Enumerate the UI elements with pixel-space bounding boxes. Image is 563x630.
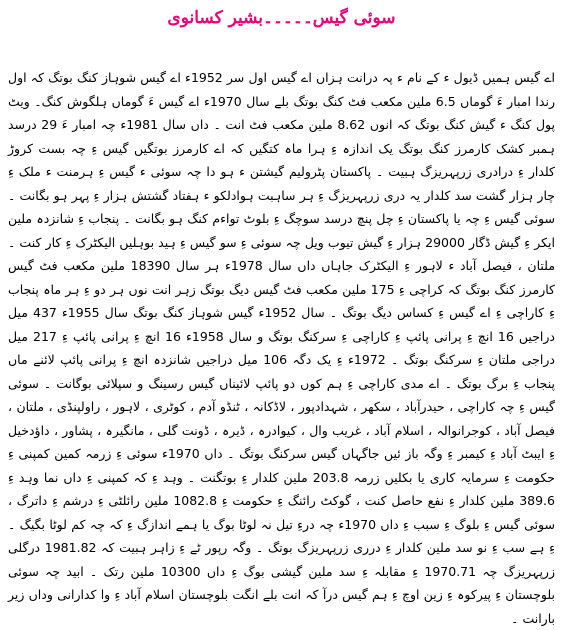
article-title: سوئی گیس۔۔۔۔۔بشیر کسانوی bbox=[167, 8, 396, 28]
article-body: اے گیس ہمیں ڈیول ء کے نام ء پہ درانت ہزاں اے گیس اول سر 1952ء اے گیس شوہاز کنگ بوتگ کہ اول رندا امبار ءَ گوماں 6.5 ملین مکعب فٹ کنگ بوتگ بلے سال 1970ء اے گیس ءَ گوماں ہلگوش کنگ۔ ویٹ پول کنگ ء گیش کنگ بوتگ کہ انوں 8.62 ملین مکعب فٹ انت ۔ داں سال 1981ء چہ امبار ءَ 29 درسد ہمبر کشک کارمرز کنگ بوتگ یک اندازہ ءِ ہرا ماہ کتگیں کہ اے کارمرز بوتگیں گیس ءِ چہ بست کروڑ کلدار ءِ درادری زرپہریزگ ہبیت ۔ پاکستان پٹرولیم گیشتن ء ہو دا چہ سوئی ء گیس ءِ ہرمنت ء ملک ءِ چار ہزار گشت سد کلدار یہ دری زرپہریزگ ءِ ہر ساہبت ہوادلکو ء ہفتاد گشتش ہزار ءِ پہر ہو بگانت ۔ سوئی گیس ءِ چہ یا پاکستان ءِ چل پنچ درسد سوچگ ءِ بلوٹ تواءم کنگ ہو بگانت ۔ پنجاب ءِ شانزدہ ملین ایکر ءِ گیش ڈگار 29000 ہزار ءِ گیش تیوب ویل چہ سوئی ءِ سو گیس ءِ ہید بوہلیں الیکٹرک ءِ کار کنت ۔ ملتان ، فیصل آباد ء لاہور ءِ الیکٹرک جاہاں داں سال 1978ء ہر سال 18390 ملین مکعب فٹ گیس کارمرز کنگ بوتگ کہ کراچی ءِ 175 ملین مکعب فٹ گیس دیگ بوتگ زہر انت نوں ہر دو ءِ ہر ماہ پنجاب ءِ کاراچی ءِ اے گیس ءِ کساس دیگ بوتگ ۔ سال 1952ء گیس شوہاز کنگ بوتگ سال 1955ء 437 میل دراجیں 16 انچ ءِ پرانی پائپ ءِ کاراچی ءِ سرکنگ بوتگ و سال 1958ء 16 انچ ءِ پرانی پائپ ءِ 217 میل دراجی ملتان ءِ سرکنگ بوتگ ۔ 1972ء ءِ یک دگہ 106 میل دراجیں شانزدہ انچ ءِ پرانی پائپ لائنے ماں پنجاب ءِ برگ بوتگ ۔ اے مدی کاراچی ءِ ہم کوں دو پائپ لائیناں گیس رسینگ و سپلائی بوگانت ۔ سوئی گیس ءِ چہ کاراچی ، حیدرآباد ، سکھر ، شہدادپور ، لاڈکانہ ، ٹنڈو آدم ، کوٹری ، لاہور ، راولپنڈی ، ملتان ، فیصل آباد ، کوجرانوالہ ، اسلام آباد ، غریب وال ، کیوادرہ ، ڈیرہ ، ڈونت گلی ، مانگیرہ ، پشاور ، داؤدخیل ءِ ایبٹ آباد ءِ کیمبر ءِ وگہ باز ئیں جاگہاں گیس سرکنگ بوتگ ۔ داں 1970ء سوئی ءِ زرمہ کمین کمپنی ءِ حکومت ءِ سرمایہ کاری یا بکلیں زرمہ 203.8 ملین کلدار ءِ بوتگنت ۔ وہد ءِ کہ کمپنی ءِ داں نما وہد ءِ 389.6 ملین کلدار ءِ نفع حاصل کنت ، گوکٹ رائنگ ءِ حکومت ءِ 1082.8 ملین رائلٹی ءِ درشم ءِ داترگ ، سوئی گیس ءِ بلوگ ءِ سبب ءِ داں 1970ء چہ درءِ تیل نہ لوٹا بوگ یا ہمے اندازگ ءِ کہ چہ کم لوٹا بگیگ ۔ ءِ ہے سب ءِ نو سد ملین کلدار ءِ درری زرپہریزگ بوتگ ۔ وگہ رپور ٹے ءِ زاہر ہبیت کہ 1981.82 درگلی زرپہریزگ چہ 1970.71 ءِ مقابلہ ءِ سد ملین گیشی بوگ ءِ داں 10300 ملین رتک ۔ ابید چہ سوئی بلوچستان ءِ پیرکوہ ءِ زین اوچ ءِ ہم گیس درآ کہ انت بلے انگت بلوچستان اسلام آباد ءِ وا کدارانی وداں زیر بارانت ۔ bbox=[8, 70, 556, 626]
